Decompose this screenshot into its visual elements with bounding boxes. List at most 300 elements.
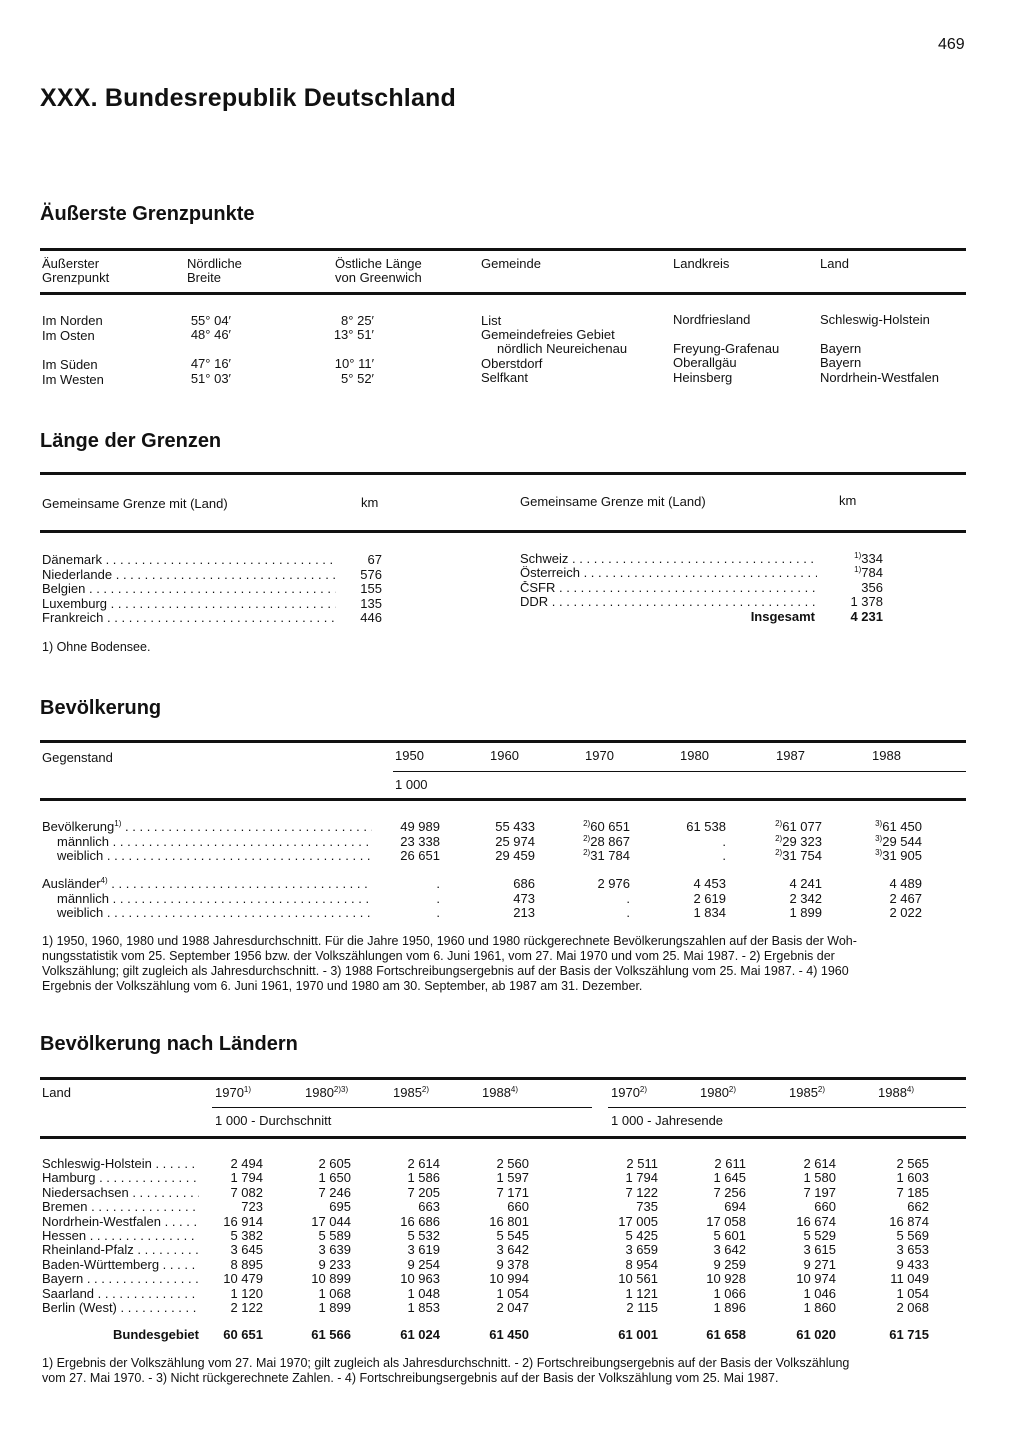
gemeinde-osten: Gemeindefreies Gebiet [481, 327, 615, 342]
laender-value: 1 586 [407, 1170, 440, 1185]
header-year: 1950 [395, 748, 424, 763]
laender-value: 5 382 [230, 1228, 263, 1243]
laender-value: 16 674 [796, 1214, 836, 1229]
value-text: 23 338 [400, 834, 440, 849]
header-year [305, 1086, 348, 1101]
header-land: Land [42, 1085, 71, 1100]
laender-value: 7 185 [896, 1185, 929, 1200]
laender-value: 2 605 [318, 1156, 351, 1171]
header-year [393, 1086, 429, 1101]
value-text: 473 [513, 891, 535, 906]
value-text: 2 976 [597, 876, 630, 891]
value-text: 1 899 [789, 905, 822, 920]
section-heading-bevoelkerung: Bevölkerung [40, 697, 162, 719]
footnote-marker: 2) [421, 1085, 430, 1094]
laender-value: 662 [907, 1199, 929, 1214]
year-text: 1980 [305, 1085, 334, 1100]
row-label-text: weiblich [57, 849, 104, 863]
header-land: Land [820, 256, 849, 271]
grenze-km: 576 [360, 567, 382, 582]
grenze-right-row [520, 566, 817, 581]
value-text: 29 323 [782, 834, 822, 849]
land-name: Bayern [42, 1272, 84, 1286]
table-rule [212, 1107, 592, 1108]
laender-value: 10 561 [618, 1271, 658, 1286]
page-number: 469 [938, 36, 965, 53]
laender-value: 11 049 [890, 1271, 929, 1286]
gemeinde-norden: List [481, 313, 502, 328]
laender-total-value: 61 024 [400, 1327, 440, 1342]
header-breite-1: Nördliche [187, 256, 242, 271]
laender-value: 2 511 [626, 1156, 658, 1171]
laender-total-value: 61 658 [706, 1327, 746, 1342]
grenze-km: 356 [861, 580, 883, 595]
grenze-land: Frankreich [42, 611, 104, 625]
bevoelkerung-value [445, 849, 535, 864]
grenzpunkt-westen: Im Westen [42, 372, 104, 387]
bevoelkerung-row-label [57, 835, 372, 850]
laender-value: 1 066 [713, 1286, 746, 1301]
laender-value: 660 [814, 1199, 836, 1214]
grenze-land: Belgien [42, 582, 86, 596]
header-km-right: km [839, 493, 857, 508]
laender-value: 1 597 [496, 1170, 529, 1185]
grenze-km: 1 378 [850, 594, 883, 609]
laender-value: 9 254 [407, 1257, 440, 1272]
laenge-norden: 8° 25′ [341, 313, 374, 328]
footnote-line: Volkszählung; gilt zugleich als Jahresdurchschnitt. - 3) 1988 Fortschreibungsergebnis auf der Basis der Volkszählung vom 25. Mai 1987. - 4) 1960 [42, 964, 849, 978]
section-heading-laender: Bevölkerung nach Ländern [40, 1033, 298, 1055]
laender-value: 2 047 [496, 1300, 529, 1315]
value-text: . [722, 848, 726, 863]
laender-value: 1 794 [625, 1170, 658, 1185]
bevoelkerung-value [732, 820, 822, 835]
laender-value: 1 068 [318, 1286, 351, 1301]
laender-value: 3 639 [318, 1242, 351, 1257]
laender-value: 1 860 [803, 1300, 836, 1315]
header-landkreis: Landkreis [673, 256, 730, 271]
page-title: XXX. Bundesrepublik Deutschland [40, 84, 457, 112]
footnote-marker: 2) [775, 819, 783, 828]
laender-value: 735 [636, 1199, 658, 1214]
grenze-land: Niederlande [42, 568, 113, 582]
year-text: 1970 [611, 1085, 640, 1100]
laender-value: 9 233 [318, 1257, 351, 1272]
grenze-right-row [520, 595, 817, 610]
footnote-marker: 2) [639, 1085, 648, 1094]
laender-value: 2 611 [714, 1156, 746, 1171]
laender-value: 10 974 [796, 1271, 836, 1286]
value-text: 25 974 [495, 834, 535, 849]
gemeinde-westen: Selfkant [481, 370, 528, 385]
laender-value: 3 619 [407, 1242, 440, 1257]
grenze-land: Luxemburg [42, 597, 108, 611]
footnote-line: Ergebnis der Volkszählung vom 6. Juni 1961, 1970 und 1980 am 30. September, ab 1987 am 31. Dezember. [42, 979, 643, 993]
table-rule [40, 472, 966, 475]
grenze-left-row [42, 582, 336, 597]
value-text: 55 433 [495, 819, 535, 834]
laender-value: 3 659 [625, 1242, 658, 1257]
footnote-marker: 2)3) [333, 1085, 349, 1094]
footnote-marker: 2) [583, 848, 591, 857]
unit-left: 1 000 - Durchschnitt [215, 1113, 332, 1128]
footnote-marker: 4) [100, 877, 108, 885]
section-heading-grenzpunkte: Äußerste Grenzpunkte [40, 203, 255, 225]
footnote-marker: 1) [243, 1085, 252, 1094]
laender-value: 7 122 [625, 1185, 658, 1200]
grenze-right-row [520, 581, 817, 596]
bevoelkerung-value [732, 906, 822, 921]
year-text: 1980 [700, 1085, 729, 1100]
bevoelkerung-value [636, 820, 726, 835]
value-text: . [436, 891, 440, 906]
value-text: 61 538 [686, 819, 726, 834]
laender-value: 1 580 [803, 1170, 836, 1185]
header-year: 1970 [585, 748, 614, 763]
value-text: 28 867 [590, 834, 630, 849]
value-text: 686 [513, 876, 535, 891]
laender-value: 16 686 [400, 1214, 440, 1229]
value-text: . [722, 834, 726, 849]
header-laenge-2: von Greenwich [335, 270, 422, 285]
laender-value: 17 044 [311, 1214, 351, 1229]
laender-value: 1 046 [803, 1286, 836, 1301]
footnote-marker: 2) [775, 834, 783, 843]
grenze-km-value: 784 [861, 565, 883, 580]
laender-value: 17 058 [706, 1214, 746, 1229]
laender-total-value: 61 566 [311, 1327, 351, 1342]
laender-value: 1 048 [407, 1286, 440, 1301]
landkreis-osten: Freyung-Grafenau [673, 341, 780, 356]
laender-total-value: 61 715 [889, 1327, 929, 1342]
bevoelkerung-value [350, 849, 440, 864]
land-name: Rheinland-Pfalz [42, 1243, 134, 1257]
value-text: 2 022 [889, 905, 922, 920]
table-rule [40, 530, 966, 533]
value-text: 2 619 [693, 891, 726, 906]
header-grenze-right: Gemeinsame Grenze mit (Land) [520, 494, 706, 509]
laender-value: 5 601 [713, 1228, 746, 1243]
unit-right: 1 000 - Jahresende [611, 1113, 724, 1128]
header-laenge-1: Östliche Länge [335, 256, 422, 271]
grenze-km: 135 [360, 596, 382, 611]
laender-total-value: 61 020 [796, 1327, 836, 1342]
grenze-land: Dänemark [42, 553, 102, 567]
breite-westen: 51° 03′ [190, 371, 231, 386]
table-rule [40, 292, 966, 295]
value-text: 31 784 [590, 848, 630, 863]
value-text: 61 450 [882, 819, 922, 834]
land-osten: Bayern [820, 341, 862, 356]
table-rule [40, 740, 966, 743]
laender-value: 2 560 [496, 1156, 529, 1171]
table-rule [40, 248, 966, 251]
header-year [215, 1086, 251, 1101]
footnote-marker: 1) [854, 565, 862, 574]
bevoelkerung-value [832, 820, 922, 835]
unit-label: 1 000 [395, 777, 428, 792]
row-label-text: Bevölkerung [42, 820, 115, 834]
bevoelkerung-value [445, 820, 535, 835]
laender-value: 1 899 [318, 1300, 351, 1315]
gemeinde-sueden: Oberstdorf [481, 356, 543, 371]
grenze-land: Österreich [520, 566, 580, 580]
breite-norden: 55° 04′ [190, 313, 231, 328]
bevoelkerung-value [445, 906, 535, 921]
header-grenzpunkt-1: Äußerster [42, 256, 100, 271]
laender-value: 9 259 [713, 1257, 746, 1272]
laender-value: 663 [418, 1199, 440, 1214]
laender-value: 1 650 [318, 1170, 351, 1185]
land-name: Nordrhein-Westfalen [42, 1215, 161, 1229]
laender-value: 1 603 [896, 1170, 929, 1185]
value-text: 29 544 [882, 834, 922, 849]
footnote-marker: 2) [728, 1085, 737, 1094]
laender-value: 1 896 [713, 1300, 746, 1315]
laenge-westen: 5° 52′ [341, 371, 374, 386]
header-year: 1987 [776, 748, 805, 763]
bevoelkerung-value [445, 877, 535, 892]
section-heading-grenzen: Länge der Grenzen [40, 430, 222, 452]
laender-value: 8 895 [230, 1257, 263, 1272]
header-year [789, 1086, 825, 1101]
bevoelkerung-value [540, 892, 630, 907]
footnote-marker: 2) [583, 834, 591, 843]
laender-value: 2 614 [803, 1156, 836, 1171]
land-name: Saarland [42, 1287, 95, 1301]
laender-value: 7 256 [713, 1185, 746, 1200]
table-rule [608, 1107, 966, 1108]
laender-value: 1 645 [713, 1170, 746, 1185]
header-grenze-left: Gemeinsame Grenze mit (Land) [42, 496, 228, 511]
land-name: Niedersachsen [42, 1186, 129, 1200]
laender-value: 660 [507, 1199, 529, 1214]
grenze-km [800, 566, 883, 581]
value-text: 31 754 [782, 848, 822, 863]
value-text: . [436, 905, 440, 920]
breite-osten: 48° 46′ [190, 327, 231, 342]
footnote-marker: 3) [875, 819, 883, 828]
value-text: 2 342 [789, 891, 822, 906]
table-rule [40, 1136, 966, 1139]
land-name: Hamburg [42, 1171, 96, 1185]
grenze-left-row [42, 611, 336, 626]
year-text: 1970 [215, 1085, 244, 1100]
laender-value: 5 569 [896, 1228, 929, 1243]
grenze-right-row [520, 552, 817, 567]
laender-value: 2 494 [230, 1156, 263, 1171]
laender-value: 1 121 [625, 1286, 658, 1301]
bevoelkerung-value [732, 849, 822, 864]
row-label-text: weiblich [57, 906, 104, 920]
laender-value: 1 120 [230, 1286, 263, 1301]
laender-total-label: Bundesgebiet [113, 1327, 199, 1342]
footnote-marker: 2) [775, 848, 783, 857]
value-text: . [626, 905, 630, 920]
header-year [700, 1086, 736, 1101]
laender-value: 1 054 [896, 1286, 929, 1301]
grenze-km-value: 334 [861, 551, 883, 566]
land-name: Bremen [42, 1200, 88, 1214]
header-year [878, 1086, 914, 1101]
laender-value: 16 874 [889, 1214, 929, 1229]
laender-value: 2 122 [230, 1300, 263, 1315]
land-sueden: Bayern [820, 355, 862, 370]
year-text: 1988 [482, 1085, 511, 1100]
laender-value: 7 246 [318, 1185, 351, 1200]
value-text: 29 459 [495, 848, 535, 863]
bevoelkerung-value [540, 849, 630, 864]
grenze-total-label: Insgesamt [750, 609, 815, 624]
bevoelkerung-row-label [42, 877, 372, 892]
header-year: 1960 [490, 748, 519, 763]
header-breite-2: Breite [187, 270, 221, 285]
value-text: 4 489 [889, 876, 922, 891]
grenzpunkt-norden: Im Norden [42, 313, 103, 328]
bevoelkerung-value [350, 906, 440, 921]
laender-value: 9 271 [803, 1257, 836, 1272]
bevoelkerung-value [832, 906, 922, 921]
laender-value: 1 794 [230, 1170, 263, 1185]
grenze-left-row [42, 553, 336, 568]
laender-value: 2 115 [626, 1300, 658, 1315]
laender-value: 10 994 [489, 1271, 529, 1286]
laender-value: 5 589 [318, 1228, 351, 1243]
grenze-land: Schweiz [520, 552, 569, 566]
breite-sueden: 47° 16′ [190, 356, 231, 371]
header-year: 1988 [872, 748, 901, 763]
laender-value: 694 [724, 1199, 746, 1214]
value-text: 1 834 [693, 905, 726, 920]
bevoelkerung-row-label [57, 892, 372, 907]
grenzpunkt-sueden: Im Süden [42, 357, 98, 372]
laenge-sueden: 10° 11′ [334, 356, 374, 371]
value-text: 213 [513, 905, 535, 920]
laender-value: 17 005 [618, 1214, 658, 1229]
laender-value: 7 171 [496, 1185, 529, 1200]
laender-value: 5 529 [803, 1228, 836, 1243]
laender-value: 3 653 [896, 1242, 929, 1257]
footnote-laender [42, 1356, 849, 1386]
value-text: 49 989 [400, 819, 440, 834]
laender-value: 7 197 [803, 1185, 836, 1200]
row-label-text: Ausländer [42, 877, 101, 891]
year-text: 1985 [393, 1085, 422, 1100]
laender-value: 695 [329, 1199, 351, 1214]
gemeinde-osten-2: nördlich Neureichenau [497, 341, 628, 356]
footnote-marker: 3) [875, 848, 883, 857]
laender-value: 10 928 [706, 1271, 746, 1286]
laender-value: 16 801 [489, 1214, 529, 1229]
table-rule [393, 771, 966, 772]
laender-value: 5 425 [625, 1228, 658, 1243]
header-gegenstand: Gegenstand [42, 750, 113, 765]
bevoelkerung-value [636, 849, 726, 864]
grenzpunkt-osten: Im Osten [42, 328, 95, 343]
laender-value: 7 205 [407, 1185, 440, 1200]
laender-value: 5 532 [407, 1228, 440, 1243]
footnote-marker: 1) [854, 551, 862, 560]
bevoelkerung-value [350, 892, 440, 907]
value-text: 2 467 [889, 891, 922, 906]
laender-value: 5 545 [496, 1228, 529, 1243]
bevoelkerung-row-label [42, 820, 372, 835]
laender-value: 16 914 [223, 1214, 263, 1229]
grenze-land: DDR [520, 595, 549, 609]
bevoelkerung-value [540, 820, 630, 835]
bevoelkerung-value [636, 877, 726, 892]
grenze-left-row [42, 597, 336, 612]
footnote-marker: 4) [510, 1085, 519, 1094]
land-name: Baden-Württemberg [42, 1258, 160, 1272]
value-text: 61 077 [782, 819, 822, 834]
bevoelkerung-value [350, 820, 440, 835]
value-text: . [436, 876, 440, 891]
bevoelkerung-row-label [57, 906, 372, 921]
bevoelkerung-value [832, 849, 922, 864]
laender-value: 9 378 [496, 1257, 529, 1272]
bevoelkerung-value [636, 835, 726, 850]
laender-value: 3 645 [230, 1242, 263, 1257]
header-year [611, 1086, 647, 1101]
row-label-text: männlich [57, 835, 110, 849]
bevoelkerung-value [832, 877, 922, 892]
laender-value: 7 082 [230, 1185, 263, 1200]
laender-value: 10 963 [400, 1271, 440, 1286]
landkreis-sueden: Oberallgäu [673, 355, 737, 370]
year-text: 1985 [789, 1085, 818, 1100]
footnote-line: vom 27. Mai 1970. - 3) Nicht rückgerechnete Zahlen. - 4) Fortschreibungsergebnis auf der Basis der Volkszählung vom 25. Mai 1987. [42, 1371, 779, 1385]
laender-value: 9 433 [896, 1257, 929, 1272]
land-westen: Nordrhein-Westfalen [820, 370, 939, 385]
footnote-marker: 4) [906, 1085, 915, 1094]
header-grenzpunkt-2: Grenzpunkt [42, 270, 110, 285]
laender-value: 1 853 [407, 1300, 440, 1315]
landkreis-norden: Nordfriesland [673, 312, 751, 327]
bevoelkerung-value [540, 877, 630, 892]
header-km-left: km [361, 495, 379, 510]
laender-value: 3 642 [496, 1242, 529, 1257]
land-name: Schleswig-Holstein [42, 1157, 152, 1171]
land-name: Berlin (West) [42, 1301, 117, 1315]
footnote-marker: 3) [875, 834, 883, 843]
footnote-grenzen: 1) Ohne Bodensee. [42, 640, 151, 654]
value-text: 4 241 [789, 876, 822, 891]
land-norden: Schleswig-Holstein [820, 312, 930, 327]
laender-value: 2 614 [407, 1156, 440, 1171]
table-rule [40, 1077, 966, 1080]
bevoelkerung-row-label [57, 849, 372, 864]
laender-value: 3 642 [713, 1242, 746, 1257]
bevoelkerung-value [540, 906, 630, 921]
bevoelkerung-value [350, 877, 440, 892]
value-text: . [626, 891, 630, 906]
laender-value: 10 479 [223, 1271, 263, 1286]
laender-total-value: 61 001 [618, 1327, 658, 1342]
header-year: 1980 [680, 748, 709, 763]
laender-value: 2 068 [896, 1300, 929, 1315]
laender-total-value: 60 651 [223, 1327, 263, 1342]
footnote-line: 1) 1950, 1960, 1980 und 1988 Jahresdurchschnitt. Für die Jahre 1950, 1960 und 1980 rückgerechnete Bevölkerungszahlen auf der Basis der Woh- [42, 934, 857, 948]
grenze-land: ČSFR [520, 581, 556, 595]
row-label-text: männlich [57, 892, 110, 906]
laender-value: 723 [241, 1199, 263, 1214]
header-year [482, 1086, 518, 1101]
grenze-km: 155 [360, 581, 382, 596]
grenze-total-km: 4 231 [850, 609, 883, 624]
landkreis-westen: Heinsberg [673, 370, 733, 385]
header-gemeinde: Gemeinde [481, 256, 541, 271]
